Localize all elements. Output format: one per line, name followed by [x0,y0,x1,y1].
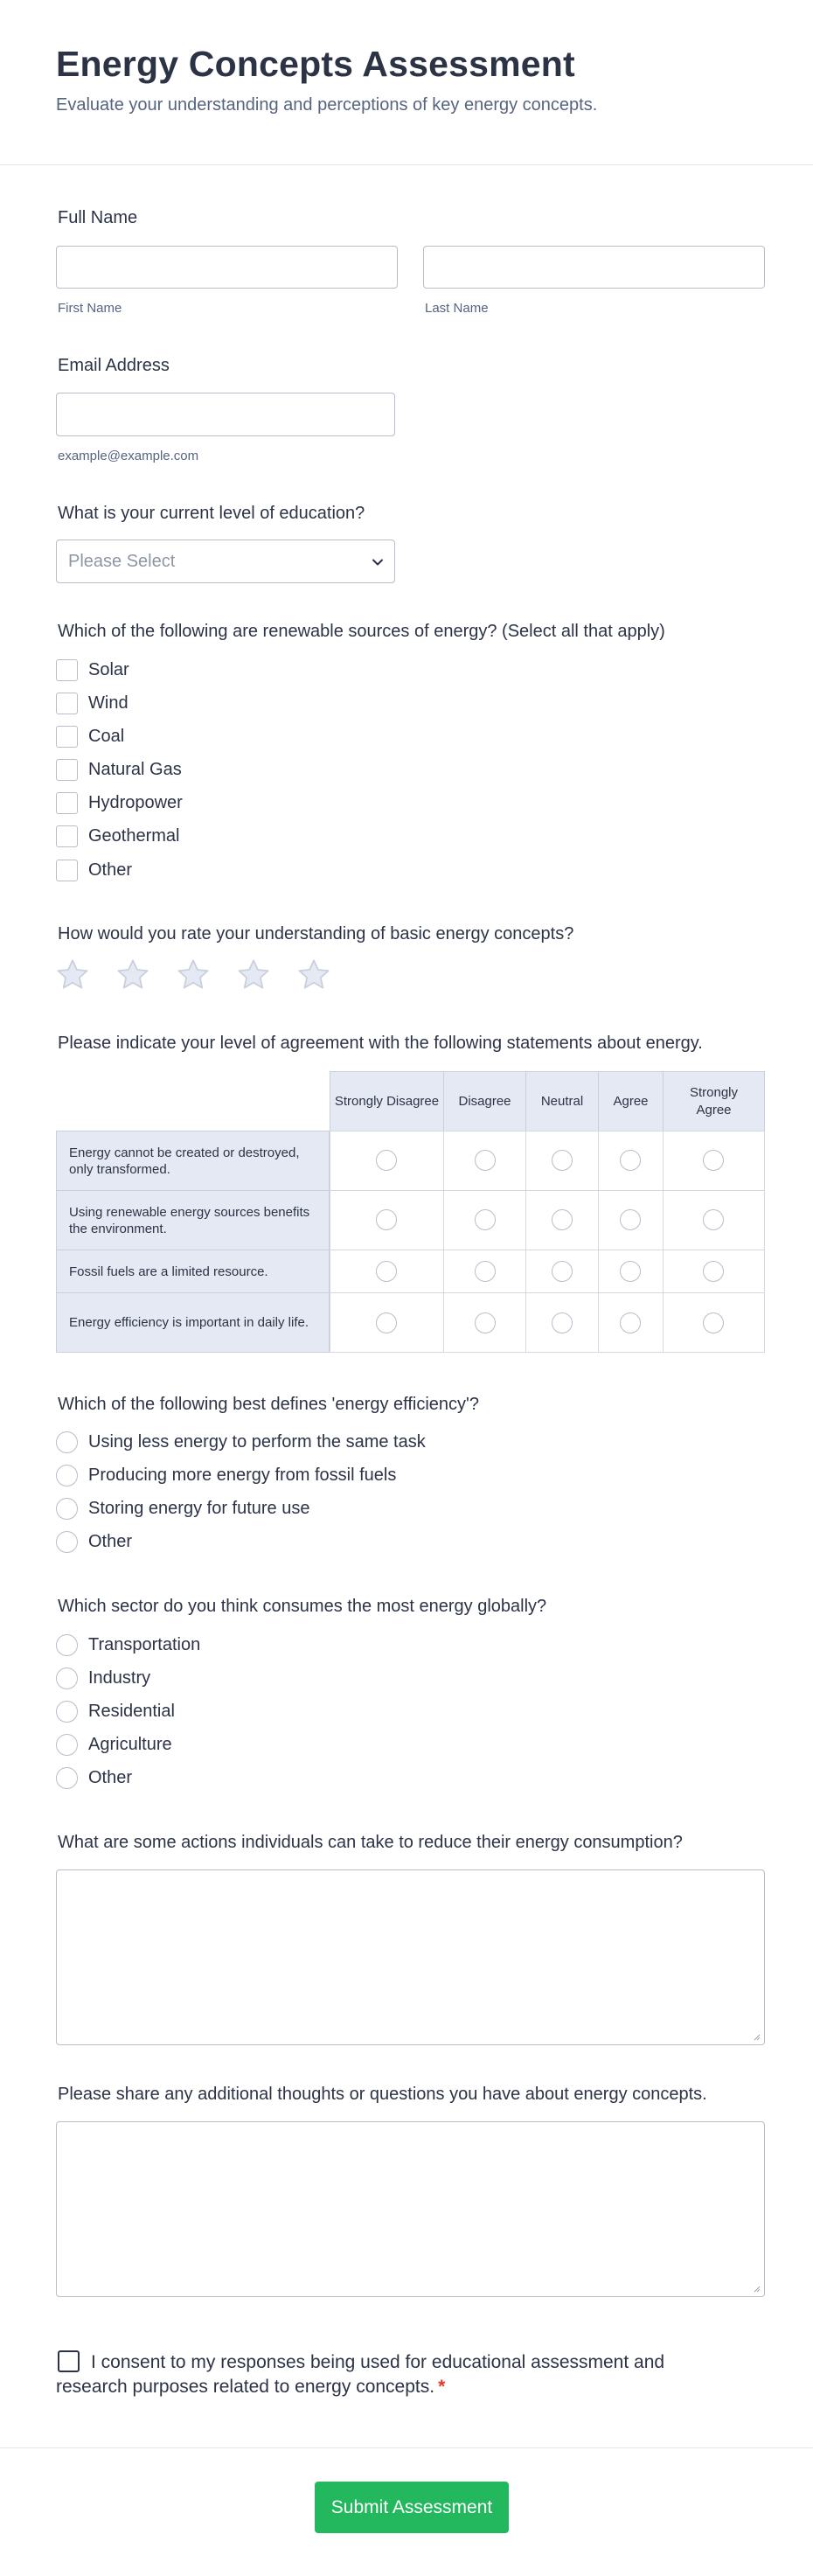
matrix-radio[interactable] [703,1312,724,1333]
radio[interactable] [56,1701,78,1723]
matrix-radio[interactable] [376,1261,397,1282]
matrix-column-header: Neutral [525,1071,599,1131]
matrix-label: Please indicate your level of agreement with the following statements about energy. [58,1034,703,1053]
checkbox[interactable] [56,726,78,748]
matrix-radio[interactable] [376,1209,397,1230]
resize-grip-icon[interactable] [752,2284,761,2293]
checkbox[interactable] [56,759,78,781]
renewable-label: Which of the following are renewable sources of energy? (Select all that apply) [58,622,665,641]
option-label: Using less energy to perform the same task [88,1432,426,1452]
matrix-radio[interactable] [475,1209,496,1230]
form-header [0,0,813,165]
radio[interactable] [56,1498,78,1520]
star-icon[interactable] [115,957,151,993]
option-label: Other [88,1768,133,1787]
first-name-input[interactable] [56,246,398,289]
option-label: Storing energy for future use [88,1499,310,1518]
actions-textarea[interactable] [56,1869,765,2045]
star-icon[interactable] [235,957,272,993]
matrix-radio[interactable] [620,1261,641,1282]
checkbox[interactable] [56,860,78,881]
option-label: Solar [88,660,129,679]
matrix-column-header: Agree [598,1071,664,1131]
matrix-radio[interactable] [703,1150,724,1171]
star-icon[interactable] [295,957,332,993]
last-name-input[interactable] [423,246,765,289]
matrix-radio[interactable] [552,1209,573,1230]
option-label: Residential [88,1702,175,1721]
option-label: Producing more energy from fossil fuels [88,1466,397,1485]
radio[interactable] [56,1465,78,1486]
education-select-value: Please Select [68,552,176,571]
resize-grip-icon[interactable] [752,2032,761,2041]
matrix-radio[interactable] [475,1150,496,1171]
matrix-column-header: Strongly Agree [663,1071,765,1131]
education-label: What is your current level of education? [58,504,365,523]
matrix-column-header: Disagree [443,1071,526,1131]
radio[interactable] [56,1431,78,1453]
sector-label: Which sector do you think consumes the most energy globally? [58,1597,547,1616]
checkbox[interactable] [56,659,78,681]
radio[interactable] [56,1767,78,1789]
chevron-down-icon [372,556,384,568]
required-mark: * [438,2377,446,2397]
matrix-radio[interactable] [620,1312,641,1333]
matrix-row-label: Fossil fuels are a limited resource. [56,1250,330,1293]
option-label: Industry [88,1668,151,1688]
email-input[interactable] [56,393,395,436]
matrix-radio[interactable] [552,1261,573,1282]
star-icon[interactable] [175,957,212,993]
matrix-radio[interactable] [703,1261,724,1282]
radio[interactable] [56,1634,78,1656]
matrix-radio[interactable] [552,1150,573,1171]
matrix-row-label: Energy cannot be created or destroyed, only transformed. [56,1131,330,1191]
form-title: Energy Concepts Assessment [56,44,575,84]
thoughts-textarea[interactable] [56,2121,765,2297]
radio[interactable] [56,1667,78,1689]
matrix-radio[interactable] [620,1150,641,1171]
matrix-radio[interactable] [620,1209,641,1230]
education-select[interactable] [56,540,395,583]
matrix-radio[interactable] [703,1209,724,1230]
first-name-sublabel: First Name [58,301,122,316]
option-label: Coal [88,727,125,746]
matrix-radio[interactable] [475,1312,496,1333]
option-label: Transportation [88,1635,201,1654]
option-label: Agriculture [88,1735,172,1754]
matrix-radio[interactable] [552,1312,573,1333]
matrix-radio[interactable] [376,1312,397,1333]
consent-label [56,2350,720,2399]
actions-label: What are some actions individuals can take to reduce their energy consumption? [58,1833,683,1852]
matrix-radio[interactable] [475,1261,496,1282]
full-name-label: Full Name [58,208,138,227]
option-label: Other [88,1532,133,1551]
footer-divider [0,2447,813,2448]
option-label: Hydropower [88,793,183,812]
email-sublabel: example@example.com [58,449,199,463]
checkbox[interactable] [56,825,78,847]
form-subtitle: Evaluate your understanding and perceptions of key energy concepts. [56,95,598,115]
rating-label: How would you rate your understanding of basic energy concepts? [58,924,574,943]
radio[interactable] [56,1734,78,1756]
matrix-radio[interactable] [376,1150,397,1171]
option-label: Geothermal [88,826,180,846]
checkbox[interactable] [56,693,78,714]
email-label: Email Address [58,356,170,375]
option-label: Natural Gas [88,760,182,779]
option-label: Wind [88,693,129,713]
radio[interactable] [56,1531,78,1553]
thoughts-label: Please share any additional thoughts or questions you have about energy concepts. [58,2085,707,2104]
matrix-row-label: Energy efficiency is important in daily life. [56,1292,330,1353]
star-icon[interactable] [54,957,91,993]
submit-button[interactable]: Submit Assessment [315,2482,509,2533]
efficiency-label: Which of the following best defines 'energy efficiency'? [58,1395,479,1414]
matrix-column-header: Strongly Disagree [330,1071,444,1131]
checkbox[interactable] [56,792,78,814]
last-name-sublabel: Last Name [425,301,489,316]
matrix-row-label: Using renewable energy sources benefits the environment. [56,1190,330,1250]
option-label: Other [88,860,133,880]
consent-text: I consent to my responses being used for educational assessment and research purposes related to energy concepts. [56,2352,665,2397]
